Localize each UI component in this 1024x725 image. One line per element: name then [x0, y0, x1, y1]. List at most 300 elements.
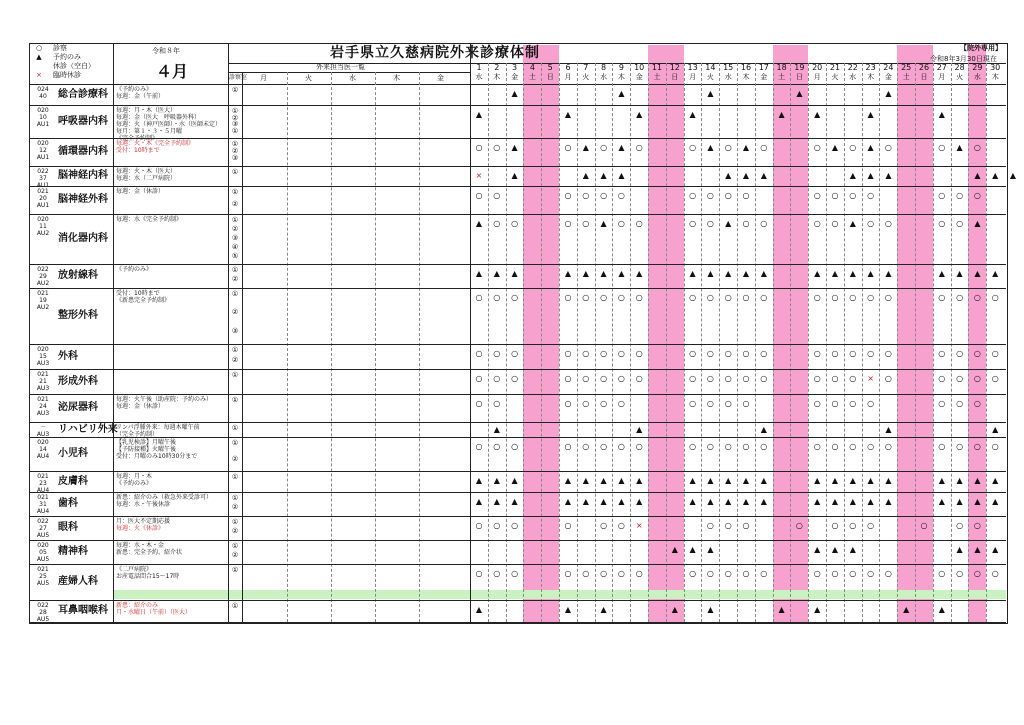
dept-note: （完全予約制）	[116, 431, 159, 438]
schedule-mark: ▲	[475, 476, 483, 485]
schedule-mark: ▲	[582, 476, 589, 485]
schedule-mark: ○	[493, 219, 501, 228]
schedule-mark: ▲	[600, 219, 607, 228]
schedule-mark: ▲	[564, 605, 572, 614]
schedule-mark: ▲	[475, 497, 483, 506]
room-number: ⑤	[231, 251, 239, 260]
schedule-mark: ○	[635, 374, 643, 383]
day-weekday: 日	[920, 73, 928, 81]
schedule-mark: ▲	[511, 143, 518, 152]
room-number: ①	[231, 424, 239, 432]
weekday-header: 水	[349, 74, 356, 82]
dept-name: 産婦人科	[58, 576, 98, 587]
schedule-mark: ○	[724, 399, 732, 408]
schedule-mark: ○	[511, 442, 519, 451]
day-weekday: 金	[760, 73, 768, 81]
day-number: 4	[529, 63, 535, 72]
day-weekday: 土	[778, 73, 786, 81]
weekday-header: 木	[393, 74, 400, 82]
schedule-mark: ○	[493, 442, 501, 451]
schedule-mark: ▲	[636, 497, 643, 506]
schedule-mark: ○	[600, 521, 608, 530]
dept-code: 020	[37, 542, 49, 549]
grid-hline	[29, 288, 1006, 289]
schedule-mark: ○	[617, 293, 625, 302]
day-weekday: 日	[671, 73, 679, 81]
dept-code: AU1	[36, 202, 50, 209]
schedule-mark: ▲	[671, 545, 678, 554]
schedule-mark: ▲	[760, 476, 767, 485]
schedule-mark: ○	[617, 374, 625, 383]
schedule-mark: ○	[475, 374, 483, 383]
room-number: ②	[231, 551, 239, 560]
room-number: ①	[231, 602, 239, 610]
dept-note: 新患：紹介のみ	[116, 602, 159, 609]
month-label: ４月	[156, 62, 189, 81]
day-weekday: 木	[742, 73, 750, 81]
schedule-mark: ○	[831, 569, 839, 578]
schedule-mark: ○	[884, 349, 892, 358]
dept-code: AU4	[36, 508, 50, 515]
schedule-mark: ○	[493, 374, 501, 383]
schedule-mark: ○	[689, 569, 697, 578]
schedule-mark: ○	[849, 521, 857, 530]
schedule-mark: ○	[956, 569, 964, 578]
day-number: 7	[583, 63, 589, 72]
dept-code: 021	[37, 396, 49, 403]
grid-vline	[897, 63, 898, 622]
schedule-mark: ×	[475, 171, 483, 180]
schedule-mark: ○	[706, 569, 714, 578]
schedule-mark: ○	[724, 521, 732, 530]
dept-note: 《予約のみ》	[116, 266, 153, 273]
grid-vline	[915, 63, 916, 622]
grid-vline	[612, 63, 613, 622]
schedule-mark: ○	[582, 191, 590, 200]
day-number: 1	[476, 63, 482, 72]
schedule-mark: ○	[760, 569, 768, 578]
schedule-mark: ▲	[760, 497, 767, 506]
schedule-mark: ○	[831, 442, 839, 451]
page-title: 岩手県立久慈病院外来診療体制	[330, 45, 540, 61]
grid-vline	[648, 63, 649, 622]
dept-code: 022	[37, 168, 49, 175]
schedule-mark: ▲	[992, 476, 999, 485]
dept-code: 020	[37, 346, 49, 353]
schedule-mark: ▲	[831, 269, 839, 278]
schedule-mark: ○	[991, 374, 999, 383]
grid-vline	[755, 63, 756, 622]
schedule-mark: ○	[564, 442, 572, 451]
schedule-mark: ○	[475, 442, 483, 451]
schedule-mark: ○	[475, 293, 483, 302]
day-number: 11	[651, 63, 663, 72]
schedule-mark: ○	[813, 191, 821, 200]
room-number: ①	[231, 168, 239, 176]
schedule-mark: ○	[760, 442, 768, 451]
schedule-mark: ○	[849, 349, 857, 358]
schedule-mark: ○	[742, 191, 750, 200]
grid-vline	[577, 63, 578, 622]
dept-code: 022	[37, 518, 49, 525]
dept-note: 毎週：火午後（助産院：予約のみ）	[116, 396, 213, 403]
schedule-mark: ○	[582, 399, 590, 408]
schedule-mark: ○	[973, 349, 981, 358]
grid-vline	[862, 63, 863, 622]
grid-hline	[29, 138, 1006, 139]
schedule-mark: ▲	[814, 605, 821, 614]
schedule-mark: ▲	[992, 424, 999, 434]
grid-hline	[29, 344, 1006, 345]
schedule-mark: ○	[973, 143, 981, 152]
dept-code: －	[39, 424, 46, 431]
schedule-mark: ○	[475, 191, 483, 200]
dept-code: 21	[39, 378, 47, 385]
day-weekday: 火	[831, 73, 839, 81]
schedule-mark: ○	[991, 442, 999, 451]
grid-vline	[630, 63, 631, 622]
schedule-mark: ○	[600, 374, 608, 383]
schedule-mark: ▲	[475, 219, 483, 228]
dept-note: 毎週：水・午後休診	[116, 501, 171, 508]
schedule-mark: ▲	[582, 143, 589, 152]
schedule-mark: ▲	[618, 269, 625, 278]
day-number: 8	[601, 63, 607, 72]
schedule-mark: ▲	[511, 497, 518, 506]
schedule-mark: ▲	[707, 605, 714, 614]
dept-code: AU2	[36, 230, 50, 237]
dept-code: 11	[39, 223, 47, 230]
schedule-mark: ○	[600, 293, 608, 302]
schedule-mark: ○	[938, 219, 946, 228]
schedule-mark: ▲	[956, 143, 963, 152]
schedule-mark: ▲	[903, 605, 910, 614]
schedule-mark: ▲	[956, 476, 963, 485]
schedule-mark: ▲	[814, 110, 821, 119]
dept-note: お産電話問合15～17時	[116, 573, 180, 580]
schedule-mark: ○	[564, 143, 572, 152]
schedule-mark: ○	[813, 569, 821, 578]
day-number: 20	[812, 63, 823, 72]
day-weekday: 金	[884, 73, 892, 81]
grid-vline	[684, 63, 685, 622]
dept-name: 外科	[58, 350, 78, 362]
dept-code: 021	[37, 290, 49, 297]
schedule-mark: ▲	[636, 476, 643, 485]
dept-note: 受付：月曜のみ10時30分まで	[116, 453, 198, 460]
schedule-mark: ▲	[831, 143, 839, 152]
dept-note: 毎週：火《休診》	[116, 525, 165, 532]
schedule-mark: ○	[600, 349, 608, 358]
grid-hline	[29, 540, 1006, 541]
schedule-mark: ○	[884, 442, 892, 451]
schedule-mark: ○	[867, 442, 875, 451]
schedule-mark: ▲	[938, 497, 945, 506]
schedule-mark: ○	[991, 293, 999, 302]
schedule-mark: ○	[831, 521, 839, 530]
schedule-mark: ▲	[885, 476, 892, 485]
room-number: ①	[231, 371, 239, 379]
room-number: ②	[231, 356, 239, 364]
room-number: ③	[231, 233, 239, 242]
schedule-mark: ○	[849, 293, 857, 302]
schedule-mark: ○	[884, 293, 892, 302]
dept-code: 19	[39, 297, 47, 304]
schedule-mark: ○	[884, 374, 892, 383]
schedule-mark: ▲	[938, 110, 945, 119]
room-number: ②	[231, 147, 239, 156]
schedule-mark: ○	[635, 569, 643, 578]
schedule-mark: ○	[689, 219, 697, 228]
schedule-mark: ▲	[689, 476, 696, 485]
schedule-mark: ▲	[992, 497, 999, 506]
schedule-mark: ▲	[778, 110, 785, 119]
schedule-mark: ▲	[796, 89, 803, 98]
dept-note: 【乳児検診】月曜午後	[116, 439, 177, 446]
day-number: 2	[494, 63, 500, 72]
schedule-mark: ○	[582, 569, 590, 578]
schedule-mark: ○	[582, 374, 590, 383]
schedule-mark: ○	[706, 374, 714, 383]
schedule-mark: ▲	[725, 171, 732, 180]
dept-code: 020	[37, 216, 49, 223]
schedule-mark: ▲	[707, 269, 714, 278]
schedule-mark: ▲	[974, 219, 981, 228]
schedule-mark: ▲	[760, 269, 767, 278]
legend-symbol: ▲	[36, 53, 42, 61]
schedule-mark: ○	[475, 399, 483, 408]
dept-code: 29	[39, 273, 47, 280]
schedule-mark: ○	[635, 219, 643, 228]
schedule-mark: ×	[867, 374, 874, 383]
room-number: ①	[231, 473, 239, 481]
schedule-mark: ○	[742, 219, 750, 228]
schedule-mark: ○	[617, 349, 625, 358]
schedule-mark: ○	[938, 293, 946, 302]
schedule-mark: ○	[564, 399, 572, 408]
dept-note: 毎週：金（休診）	[116, 403, 165, 410]
dept-code: 31	[39, 501, 47, 508]
legend-label: 休診（空白）	[53, 62, 95, 70]
schedule-mark: ▲	[493, 424, 500, 434]
schedule-mark: ▲	[511, 476, 518, 485]
dept-name: 小児科	[58, 448, 88, 459]
schedule-mark: ▲	[814, 545, 821, 554]
dept-name: 循環器内科	[58, 146, 108, 157]
schedule-mark: ▲	[849, 219, 856, 228]
grid-vline	[701, 63, 702, 622]
grid-hline	[29, 166, 1006, 167]
day-weekday: 土	[653, 73, 661, 81]
day-weekday: 木	[867, 73, 875, 81]
schedule-mark: ▲	[618, 89, 625, 98]
grid-vline	[470, 43, 471, 622]
room-number: ②	[231, 503, 239, 512]
schedule-mark: ▲	[707, 497, 714, 506]
schedule-mark: ▲	[725, 497, 732, 506]
dept-note: 毎週：水・木・金	[116, 542, 165, 549]
dept-code: 28	[39, 609, 47, 616]
schedule-mark: ▲	[707, 143, 714, 152]
dept-code: 021	[37, 566, 49, 573]
schedule-mark: ○	[742, 399, 750, 408]
schedule-mark: ▲	[511, 89, 518, 98]
day-number: 18	[776, 63, 787, 72]
schedule-mark: ○	[635, 349, 643, 358]
schedule-mark: ▲	[814, 269, 821, 278]
schedule-mark: ▲	[600, 269, 607, 278]
schedule-mark: ○	[493, 143, 501, 152]
schedule-mark: ○	[956, 442, 964, 451]
day-number: 26	[918, 63, 930, 72]
grid-hline	[29, 516, 1006, 517]
schedule-mark: ○	[831, 191, 839, 200]
schedule-mark: ○	[973, 442, 981, 451]
schedule-mark: ○	[600, 399, 608, 408]
schedule-mark: ○	[724, 442, 732, 451]
day-number: 25	[901, 63, 912, 72]
dept-code: 021	[37, 188, 49, 195]
schedule-mark: ○	[617, 219, 625, 228]
schedule-mark: ○	[742, 442, 750, 451]
room-number: ①	[231, 216, 239, 224]
grid-vline	[666, 63, 667, 622]
schedule-mark: ○	[813, 219, 821, 228]
schedule-mark: ▲	[618, 476, 625, 485]
schedule-mark: ○	[813, 399, 821, 408]
schedule-mark: ○	[884, 143, 892, 152]
schedule-mark: ▲	[831, 545, 839, 554]
schedule-mark: ○	[991, 349, 999, 358]
day-number: 23	[865, 63, 876, 72]
day-weekday: 火	[956, 73, 964, 81]
room-number: ④	[231, 242, 239, 251]
schedule-mark: ○	[938, 569, 946, 578]
dept-code: AU3	[36, 431, 50, 438]
schedule-mark: ○	[849, 569, 857, 578]
doctors-list-header: 外来担当医一覧	[316, 63, 365, 71]
schedule-mark: ▲	[475, 269, 483, 278]
schedule-mark: ○	[635, 442, 643, 451]
schedule-mark: ▲	[600, 605, 607, 614]
schedule-mark: ○	[813, 293, 821, 302]
day-weekday: 水	[475, 73, 483, 81]
dept-name: 眼科	[58, 522, 78, 533]
day-weekday: 火	[582, 73, 590, 81]
schedule-mark: ▲	[849, 269, 856, 278]
schedule-mark: ○	[689, 349, 697, 358]
dept-note: 月：医大不定期応援	[116, 518, 171, 525]
grid-vline	[523, 63, 524, 622]
dept-name: 歯科	[58, 498, 78, 509]
dept-code: 12	[39, 147, 47, 154]
grid-hline	[29, 214, 1006, 215]
schedule-mark: ○	[867, 399, 875, 408]
schedule-mark: ○	[582, 219, 590, 228]
grid-vline	[933, 63, 934, 622]
schedule-mark: ○	[600, 442, 608, 451]
schedule-mark: ○	[742, 293, 750, 302]
grid-hline	[228, 72, 470, 73]
schedule-mark: ○	[831, 293, 839, 302]
schedule-mark: ○	[511, 521, 519, 530]
dept-note: 《予約のみ》	[116, 86, 153, 93]
day-weekday: 土	[902, 73, 910, 81]
grid-vline	[773, 63, 774, 622]
schedule-mark: ○	[564, 349, 572, 358]
day-weekday: 木	[991, 73, 999, 81]
grid-vline	[541, 63, 542, 622]
day-weekday: 水	[600, 73, 608, 81]
dept-code: AU5	[36, 556, 50, 563]
room-number: ①	[231, 126, 239, 135]
dept-code: 15	[39, 353, 47, 360]
grid-hline	[29, 564, 1006, 565]
dept-code: 27	[39, 525, 47, 532]
dept-code: AU5	[36, 580, 50, 587]
dept-code: 20	[39, 195, 47, 202]
room-number: ①	[231, 494, 239, 502]
schedule-mark: ○	[724, 191, 732, 200]
schedule-mark: ○	[867, 521, 875, 530]
day-weekday: 日	[546, 73, 554, 81]
schedule-mark: ▲	[636, 269, 643, 278]
schedule-mark: ○	[956, 349, 964, 358]
dept-note: 毎週：金（医大 呼吸器外科）	[116, 114, 201, 121]
schedule-mark: ▲	[564, 476, 572, 485]
dept-name: 呼吸器内科	[58, 115, 108, 127]
schedule-mark: ○	[849, 143, 857, 152]
schedule-mark: ○	[724, 374, 732, 383]
grid-hline	[29, 600, 1006, 601]
grid-vline	[488, 63, 489, 622]
schedule-mark: ○	[724, 569, 732, 578]
dept-code: 020	[37, 439, 49, 446]
schedule-mark: ○	[973, 293, 981, 302]
grid-hline	[29, 105, 1006, 106]
dept-code: AU1	[36, 154, 50, 161]
day-number: 10	[634, 63, 645, 72]
schedule-mark: ▲	[493, 476, 500, 485]
day-weekday: 土	[528, 73, 536, 81]
dept-note: 【予防接種】火曜午後	[116, 446, 177, 453]
grid-hline	[29, 492, 1006, 493]
schedule-mark: ▲	[849, 476, 856, 485]
schedule-mark: ▲	[475, 605, 483, 614]
dept-code: 05	[39, 549, 47, 556]
dept-code: AU2	[36, 304, 50, 311]
schedule-mark: ▲	[493, 269, 500, 278]
schedule-mark: ○	[706, 191, 714, 200]
dept-name: 放射線科	[58, 270, 98, 281]
schedule-mark: ▲	[493, 497, 500, 506]
schedule-mark: ○	[493, 349, 501, 358]
weekday-header: 月	[260, 74, 267, 82]
day-number: 28	[954, 63, 965, 72]
schedule-mark: ▲	[671, 605, 678, 614]
grid-hline	[228, 63, 1006, 64]
schedule-mark: ○	[742, 521, 750, 530]
grid-vline	[879, 63, 880, 622]
dept-code: AU4	[36, 453, 50, 460]
schedule-mark: ○	[760, 349, 768, 358]
schedule-mark: ▲	[564, 497, 572, 506]
dept-name: リハビリ外来	[58, 424, 118, 435]
schedule-mark: ▲	[600, 171, 607, 180]
schedule-mark: ▲	[885, 424, 892, 434]
schedule-mark: ▲	[974, 497, 981, 506]
schedule-mark: ▲	[992, 171, 999, 180]
